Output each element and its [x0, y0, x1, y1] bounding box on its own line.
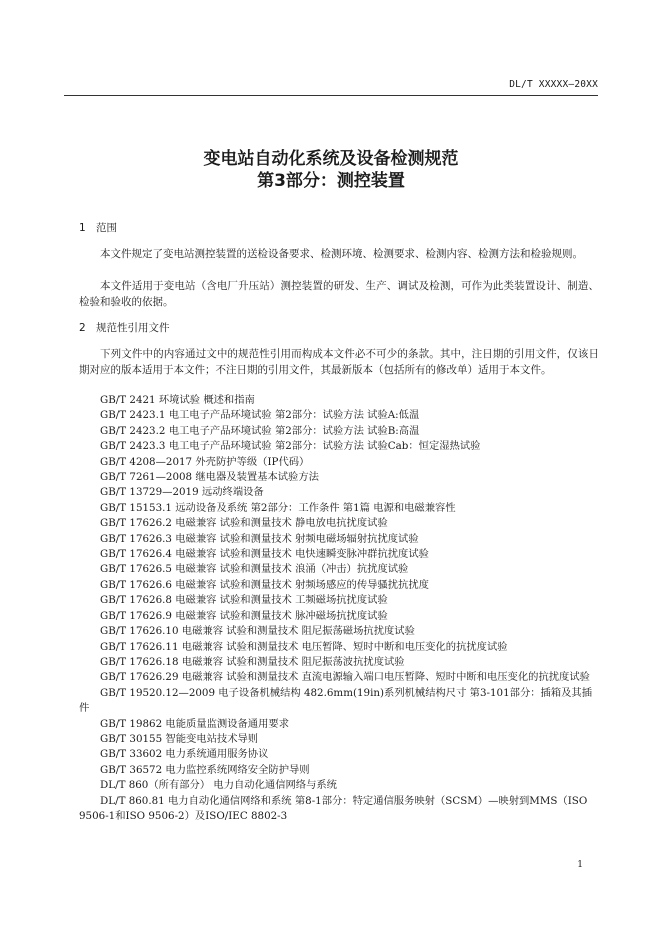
reference-item: GB/T 17626.11 电磁兼容 试验和测量技术 电压暂降、短时中断和电压变化的抗扰度试验	[100, 640, 508, 653]
reference-item: GB/T 2423.3 电工电子产品环境试验 第2部分：试验方法 试验Cab：恒定湿热试验	[100, 440, 481, 453]
reference-item: GB/T 17626.3 电磁兼容 试验和测量技术 射频电磁场辐射抗扰度试验	[100, 532, 419, 545]
reference-item: GB/T 4208—2017 外壳防护等级（IP代码）	[100, 455, 310, 468]
section-title: 范围	[96, 222, 117, 234]
paragraph: 本文件规定了变电站测控装置的送检设备要求、检测环境、检测要求、检测内容、检测方法和检验规则。	[100, 248, 583, 260]
standard-number: DL/T XXXXX—20XX	[509, 79, 598, 90]
reference-item: GB/T 19520.12—2009 电子设备机械结构 482.6mm(19in)系列机械结构尺寸 第3-101部分：插箱及其插件	[79, 686, 593, 715]
page-number: 1	[577, 860, 583, 870]
reference-item: GB/T 17626.5 电磁兼容 试验和测量技术 浪涌（冲击）抗扰度试验	[100, 563, 409, 576]
header-rule	[64, 95, 598, 96]
paragraph: 下列文件中的内容通过文中的规范性引用而构成本文件必不可少的条款。其中，注日期的引用文件，仅该日期对应的版本适用于本文件；不注日期的引用文件，其最新版本（包括所有的修改单）适用于本文件。	[79, 348, 599, 376]
section-heading-references	[79, 320, 170, 335]
reference-item: DL/T 860.81 电力自动化通信网络和系统 第8-1部分：特定通信服务映射（SCSM）—映射到MMS（ISO 9506-1和ISO 9506-2）及ISO/IEC 8802-3	[79, 794, 588, 822]
reference-item: GB/T 17626.18 电磁兼容 试验和测量技术 阻尼振荡波抗扰度试验	[100, 655, 405, 668]
reference-item: GB/T 7261—2008 继电器及装置基本试验方法	[100, 471, 319, 484]
reference-item: GB/T 36572 电力监控系统网络安全防护导则	[100, 763, 310, 776]
reference-item: GB/T 17626.4 电磁兼容 试验和测量技术 电快速瞬变脉冲群抗扰度试验	[100, 548, 429, 561]
reference-item: GB/T 17626.9 电磁兼容 试验和测量技术 脉冲磁场抗扰度试验	[100, 609, 388, 622]
reference-item: GB/T 19862 电能质量监测设备通用要求	[100, 717, 289, 730]
reference-item: GB/T 15153.1 远动设备及系统 第2部分：工作条件 第1篇 电源和电磁兼容性	[100, 501, 456, 514]
reference-item: GB/T 17626.10 电磁兼容 试验和测量技术 阻尼振荡磁场抗扰度试验	[100, 625, 415, 638]
section-number: 1	[79, 222, 86, 234]
reference-item: GB/T 2421 环境试验 概述和指南	[100, 394, 255, 406]
document-subtitle: 第3部分：测控装置	[257, 171, 405, 191]
reference-item: GB/T 30155 智能变电站技术导则	[100, 732, 259, 745]
document-title: 变电站自动化系统及设备检测规范	[203, 149, 459, 169]
section-title: 规范性引用文件	[96, 322, 170, 334]
reference-item: GB/T 17626.2 电磁兼容 试验和测量技术 静电放电抗扰度试验	[100, 517, 388, 530]
paragraph: 本文件适用于变电站（含电厂升压站）测控装置的研发、生产、调试及检测，可作为此类装置设计、制造、检验和验收的依据。	[79, 280, 599, 308]
reference-item: DL/T 860（所有部分） 电力自动化通信网络与系统	[100, 779, 337, 792]
reference-item: GB/T 2423.2 电工电子产品环境试验 第2部分：试验方法 试验B:高温	[100, 424, 420, 437]
reference-item: GB/T 17626.6 电磁兼容 试验和测量技术 射频场感应的传导骚扰抗扰度	[100, 578, 429, 591]
reference-item: GB/T 17626.8 电磁兼容 试验和测量技术 工频磁场抗扰度试验	[100, 594, 388, 607]
section-number: 2	[79, 322, 86, 334]
reference-item: GB/T 17626.29 电磁兼容 试验和测量技术 直流电源输入端口电压暂降、短时中断和电压变化的抗扰度试验	[100, 671, 590, 684]
section-heading-scope	[79, 220, 117, 235]
reference-list	[79, 393, 599, 824]
reference-item: GB/T 33602 电力系统通用服务协议	[100, 748, 269, 761]
reference-item: GB/T 13729—2019 远动终端设备	[100, 486, 264, 499]
reference-item: GB/T 2423.1 电工电子产品环境试验 第2部分：试验方法 试验A:低温	[100, 409, 420, 422]
